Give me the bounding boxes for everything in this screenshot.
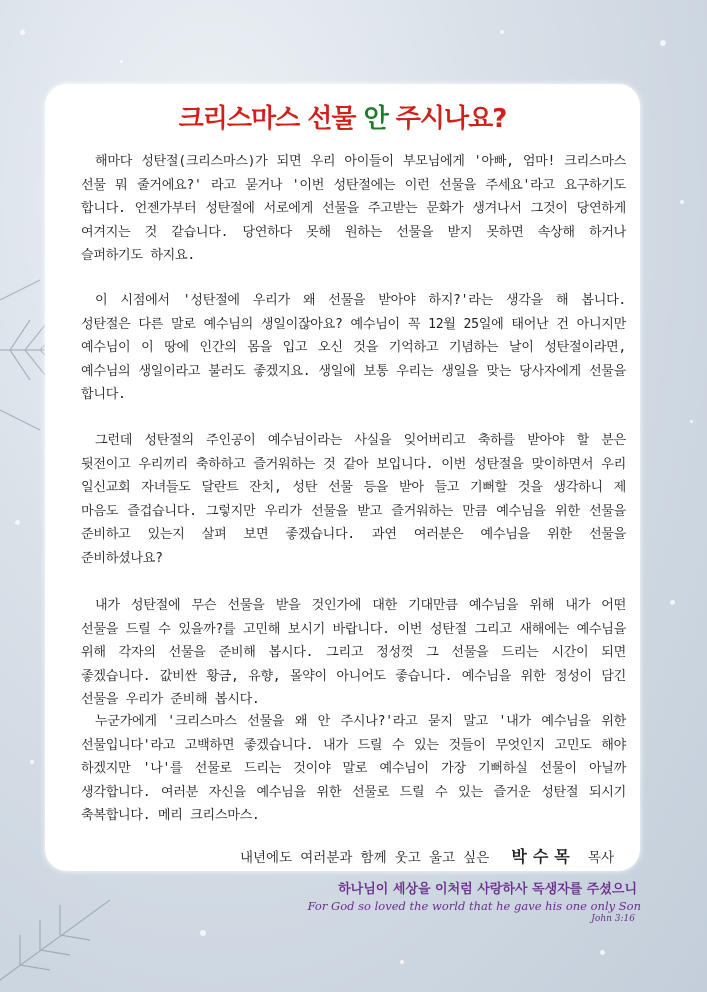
page-title	[45, 98, 640, 135]
paragraph-2: 이 시점에서 '성탄절에 우리가 왜 선물을 받아야 하지?'라는 생각을 해 봅니다. 성탄절은 다른 말로 예수님의 생일이잖아요? 예수님이 꼭 12월 25일에 태어난 건 아니지만 예수님이 이 땅에 인간의 몸을 입고 오신 것을 기억하고 기념하는 날이 성탄절이라면, 예수님의 생일이라고 불러도 좋겠지요. 생일에 보통 우리는 생일을 맞는 당사자에게 선물을 합니다.	[81, 293, 626, 403]
verse-english: For God so loved the world that he gave his one only Son	[307, 899, 641, 913]
verse-korean: 하나님이 세상을 이처럼 사랑하사 독생자를 주셨으니	[338, 882, 637, 897]
signature-name: 박수목	[511, 847, 576, 866]
paragraph-4: 내가 성탄절에 무슨 선물을 받을 것인가에 대한 기대만큼 예수님을 위해 내가 어떤 선물을 드릴 수 있을까?를 고민해 보시기 바랍니다. 이번 성탄절 그리고 새해에는 예수님을 위해 각자의 선물을 준비해 봅시다. 그리고 정성껏 그 선물을 드리는 시간이 되면 좋겠습니다. 값비싼 황금, 유향, 몰약이 아니어도 좋습니다. 예수님을 위한 정성이 담긴 선물을 우리가 준비해 봅시다.	[81, 598, 626, 708]
verse-reference: John 3:16	[591, 914, 635, 924]
paragraph-3: 그런데 성탄절의 주인공이 예수님이라는 사실을 잊어버리고 축하를 받아야 할 분은 뒷전이고 우리끼리 축하하고 즐거워하는 것 같아 보입니다. 이번 성탄절을 맞이하면서 우리 일신교회 자녀들도 달란트 잔치, 성탄 선물 등을 받아 들고 기뻐할 것을 생각하니 제 마음도 즐겁습니다. 그렇지만 우리가 선물을 받고 즐거워하는 만큼 예수님을 위한 선물을 준비하고 있는지 살펴 보면 좋겠습니다. 과연 여러분은 예수님을 위한 선물을 준비하셨나요?	[81, 433, 626, 566]
signature-text: 내년에도 여러분과 함께 웃고 울고 싶은	[239, 850, 490, 866]
paragraph-1: 해마다 성탄절(크리스마스)가 되면 우리 아이들이 부모님에게 '아빠, 엄마! 크리스마스 선물 뭐 줄거에요?' 라고 묻거나 '이번 성탄절에는 이런 선물을 주세요'라고 요구하기도 합니다. 언젠가부터 성탄절에 서로에게 선물을 주고받는 문화가 생겨나서 그것이 당연하게 여겨지는 것 같습니다. 당연하다 못해 원하는 선물을 받지 못하면 속상해 하거나 슬퍼하기도 하지요.	[81, 154, 626, 264]
pine-branch-bottom	[0, 880, 120, 992]
title-part-green: 안	[363, 104, 388, 134]
title-part-red: 크리스마스 선물	[178, 104, 356, 134]
title-part-red-2: 주시나요?	[395, 104, 507, 134]
signature-title: 목사	[587, 850, 614, 866]
letter-card	[45, 84, 640, 871]
paragraph-5: 누군가에게 '크리스마스 선물을 왜 안 주시나?'라고 묻지 말고 '내가 예수님을 위한 선물입니다'라고 고백하면 좋겠습니다. 내가 드릴 수 있는 것들이 무엇인지 고민도 해야 하겠지만 '나'를 선물로 드리는 것이야 말로 예수님이 가장 기뻐하실 선물이 아닐까 생각합니다. 여러분 자신을 예수님을 위한 선물로 드릴 수 있는 즐거운 성탄절 되시기 축복합니다. 메리 크리스마스.	[81, 714, 626, 824]
signature	[240, 844, 614, 867]
